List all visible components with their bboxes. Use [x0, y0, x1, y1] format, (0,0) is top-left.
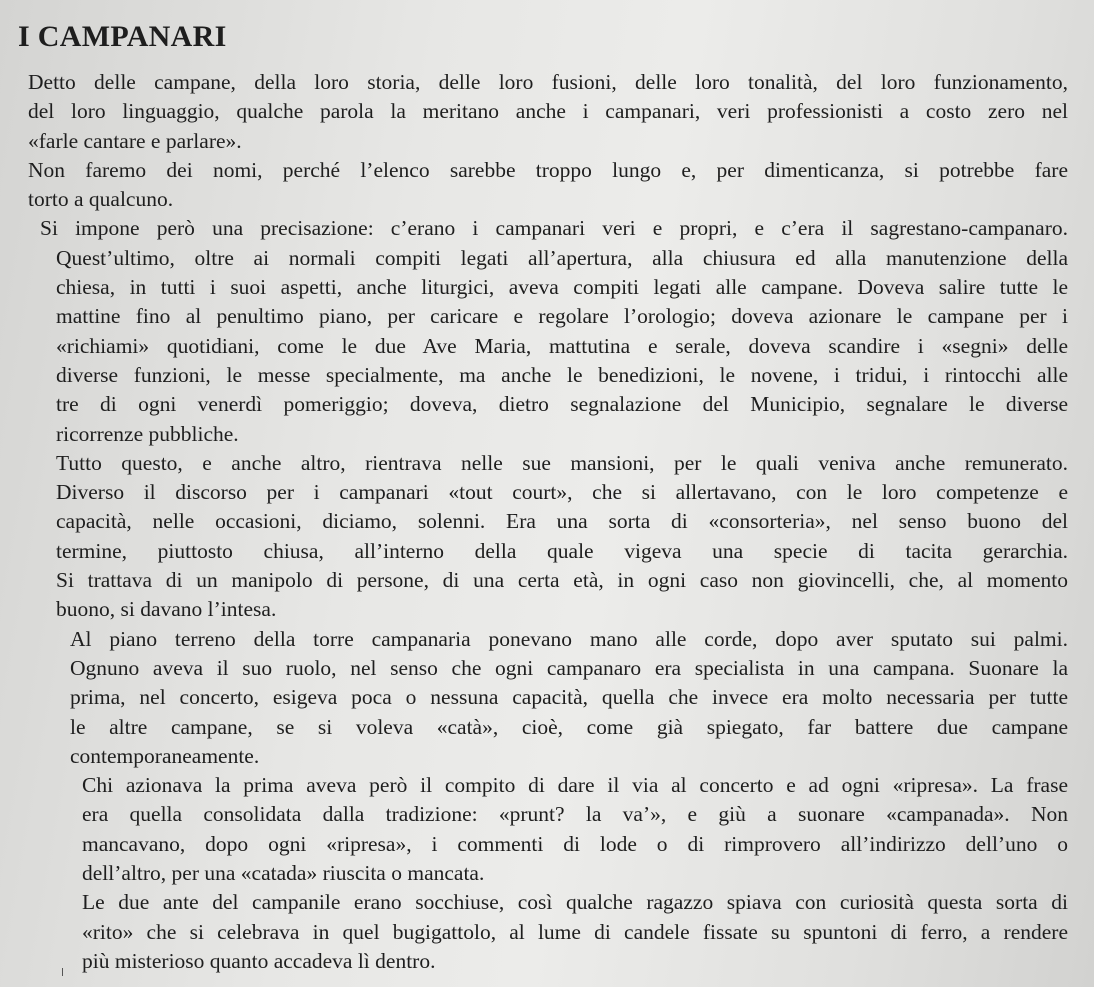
text-line: Si trattava di un manipolo di persone, di una certa età, in ogni caso non giovincelli, che, al momento [56, 568, 1068, 593]
text-line: contemporaneamente. [70, 743, 260, 768]
text-line: era quella consolidata dalla tradizione: «prunt? la va’», e giù a suonare «campanada». Non [82, 802, 1068, 827]
text-line: dell’altro, per una «catada» riuscita o mancata. [82, 861, 485, 886]
document-body [18, 68, 1068, 976]
text-line: Ognuno aveva il suo ruolo, nel senso che ogni campanaro era specialista in una campana. Suonare la [70, 655, 1068, 680]
text-line: ricorrenze pubbliche. [56, 421, 239, 446]
text-line: torto a qualcuno. [28, 187, 174, 212]
text-line: capacità, nelle occasioni, diciamo, solenni. Era una sorta di «consorteria», nel senso buono del [56, 509, 1068, 534]
text-line: chiesa, in tutti i suoi aspetti, anche liturgici, aveva compiti legati alle campane. Doveva salire tutte le [56, 275, 1068, 300]
text-cursor [62, 968, 63, 976]
text-line: Al piano terreno della torre campanaria ponevano mano alle corde, dopo aver sputato sui palmi. [70, 626, 1068, 651]
text-line: Non faremo dei nomi, perché l’elenco sarebbe troppo lungo e, per dimenticanza, si potrebbe fare [28, 157, 1068, 182]
text-line: Chi azionava la prima aveva però il compito di dare il via al concerto e ad ogni «ripresa». La frase [82, 773, 1068, 798]
text-line: Diverso il discorso per i campanari «tout court», che si allertavano, con le loro competenze e [56, 480, 1068, 505]
text-line: Le due ante del campanile erano socchiuse, così qualche ragazzo spiava con curiosità questa sorta di [82, 890, 1068, 915]
text-line: mancavano, dopo ogni «ripresa», i commenti di lode o di rimprovero all’indirizzo dell’uno o [82, 831, 1068, 856]
text-line: prima, nel concerto, esigeva poca o nessuna capacità, quella che invece era molto necessaria per tutte [70, 685, 1068, 710]
document-page [18, 18, 1068, 976]
text-line: le altre campane, se si voleva «catà», cioè, come già spiegato, far battere due campane [70, 714, 1068, 739]
text-line: buono, si davano l’intesa. [56, 597, 277, 622]
text-line: del loro linguaggio, qualche parola la meritano anche i campanari, veri professionisti a costo zero nel [28, 99, 1068, 124]
document-title: I CAMPANARI [18, 20, 227, 53]
text-line: mattine fino al penultimo piano, per caricare e regolare l’orologio; doveva azionare le campane per i [56, 304, 1068, 329]
text-line: Si impone però una precisazione: c’erano i campanari veri e propri, e c’era il sagrestano-campanaro. [40, 216, 1068, 241]
text-line: «rito» che si celebrava in quel bugigattolo, al lume di candele fissate su spuntoni di ferro, a rendere [82, 919, 1068, 944]
text-line: «richiami» quotidiani, come le due Ave Maria, mattutina e serale, doveva scandire i «segni» delle [56, 333, 1068, 358]
text-line: Quest’ultimo, oltre ai normali compiti legati all’apertura, alla chiusura ed alla manutenzione della [56, 245, 1068, 270]
text-line: Detto delle campane, della loro storia, delle loro fusioni, delle loro tonalità, del loro funzionamento, [28, 70, 1068, 94]
text-line: termine, piuttosto chiusa, all’interno della quale vigeva una specie di tacita gerarchia. [56, 538, 1068, 563]
text-line: più misterioso quanto accadeva lì dentro. [82, 948, 436, 973]
text-line: tre di ogni venerdì pomeriggio; doveva, dietro segnalazione del Municipio, segnalare le diverse [56, 392, 1068, 417]
text-line: Tutto questo, e anche altro, rientrava nelle sue mansioni, per le quali veniva anche remunerato. [56, 450, 1068, 475]
text-line: diverse funzioni, le messe specialmente, ma anche le benedizioni, le novene, i tridui, i rintocchi alle [56, 362, 1068, 387]
text-line: «farle cantare e parlare». [28, 128, 242, 153]
